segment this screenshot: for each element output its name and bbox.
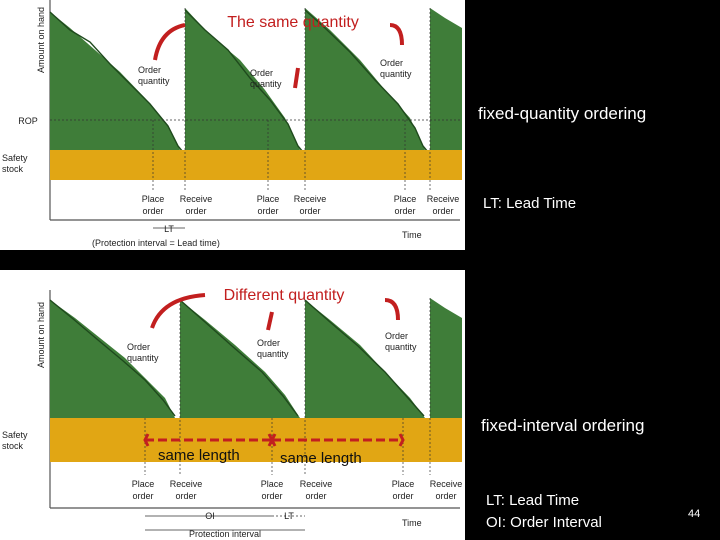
bottom-order-quantity-label-1-line: Order [127, 342, 151, 352]
bottom-event-label-line: order [261, 491, 283, 501]
bottom-note-2: OI: Order Interval [486, 514, 602, 531]
top-event-label-line: order [257, 206, 279, 216]
bottom-same-length-label-1: same length [158, 447, 240, 464]
top-time-label: Time [402, 230, 422, 240]
top-event-label-line: Place [256, 194, 280, 204]
top-title: fixed-quantity ordering [478, 104, 647, 123]
bottom-event-label-line: Place [131, 479, 155, 489]
top-order-quantity-label-2-line: Order [250, 68, 274, 78]
top-callout-text: The same quantity [227, 14, 359, 31]
top-order-quantity-label-2-line: quantity [250, 79, 282, 89]
top-chart [0, 0, 465, 250]
bottom-time-label: Time [402, 518, 422, 528]
bottom-note-1: LT: Lead Time [486, 492, 580, 509]
bottom-order-quantity-label-1-line: quantity [127, 353, 159, 363]
top-safety-label-line-1: Safety [2, 153, 28, 163]
bottom-event-label-line: order [175, 491, 197, 501]
bottom-lt-marker: LT [284, 511, 294, 521]
top-lt-marker: LT [164, 224, 174, 234]
bottom-order-quantity-label-3-line: quantity [385, 342, 417, 352]
bottom-title: fixed-interval ordering [481, 416, 645, 435]
bottom-order-quantity-label-3-line: Order [385, 331, 409, 341]
bottom-same-length-label-2: same length [280, 450, 362, 467]
top-y-axis-label: Amount on hand [36, 6, 46, 74]
top-event-label-line: order [432, 206, 454, 216]
bottom-event-label-line: order [132, 491, 154, 501]
bottom-safety-label-line: stock [2, 441, 24, 451]
top-event-label-line: Place [141, 194, 165, 204]
top-order-quantity-label-3-line: Order [380, 58, 404, 68]
bottom-event-label-line: Place [391, 479, 415, 489]
page-number: 44 [688, 508, 701, 520]
top-safety-band [50, 150, 462, 180]
top-safety-label-line-2: stock [2, 164, 24, 174]
bottom-callout-text: Different quantity [223, 287, 345, 304]
bottom-oi-marker: OI [205, 511, 215, 521]
top-note: LT: Lead Time [483, 195, 577, 212]
top-order-quantity-label-1-line: quantity [138, 76, 170, 86]
bottom-order-quantity-label-2-line: Order [257, 338, 281, 348]
top-event-label-line: Receive [293, 194, 327, 204]
bottom-event-label-line: order [435, 491, 457, 501]
bottom-event-label-line: order [305, 491, 327, 501]
top-protection-note: (Protection interval = Lead time) [92, 238, 220, 248]
top-event-label-line: order [142, 206, 164, 216]
top-event-label-line: order [394, 206, 416, 216]
bottom-y-axis-label: Amount on hand [36, 301, 46, 369]
bottom-event-label-line: Receive [299, 479, 333, 489]
top-event-label-line: Receive [426, 194, 460, 204]
top-event-label-line: order [185, 206, 207, 216]
bottom-event-label-line: Place [260, 479, 284, 489]
bottom-event-label-line: Receive [429, 479, 463, 489]
top-event-label-line: Place [393, 194, 417, 204]
bottom-protection-label: Protection interval [188, 529, 262, 539]
bottom-event-label-line: order [392, 491, 414, 501]
top-order-quantity-label-1-line: Order [138, 65, 162, 75]
top-order-quantity-label-3-line: quantity [380, 69, 412, 79]
top-event-label-line: Receive [179, 194, 213, 204]
bottom-order-quantity-label-2-line: quantity [257, 349, 289, 359]
top-rop-label: ROP [18, 116, 38, 126]
bottom-event-label-line: Receive [169, 479, 203, 489]
bottom-safety-label-line: Safety [2, 430, 28, 440]
bottom-chart [0, 270, 465, 540]
top-event-label-line: order [299, 206, 321, 216]
